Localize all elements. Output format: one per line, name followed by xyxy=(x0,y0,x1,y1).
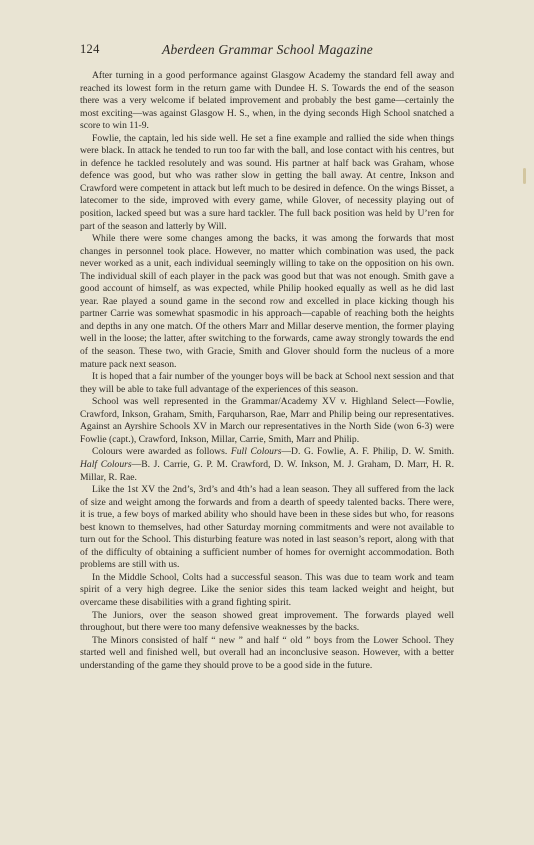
paragraph: The Minors consisted of half “ new ” and half “ old ” boys from the Lower School. They started well and finished well, but overall had an inconclusive season. However, with a better understanding of the game they should prove to be a good side in the future. xyxy=(80,634,454,671)
page-number: 124 xyxy=(80,42,100,56)
paragraph: Fowlie, the captain, led his side well. He set a fine example and rallied the side when things were black. In attack he tended to run too far with the ball, and lose contact with his centres, but in defence he tackled resolutely and was sound. His partner at half back was Graham, whose defence was good, but who was rather slow in getting the ball away. At centre, Inkson and Crawford were competent in attack but left much to be desired in defence. On the wings Bisset, a latecomer to the side, improved with every game, while Glover, of necessity playing out of position, lacked speed but was a sure hard tackler. The full back position was held by U’ren for part of the season and latterly by Will. xyxy=(80,132,454,232)
paragraph: The Juniors, over the season showed great improvement. The forwards played well throughout, but there were too many defensive weaknesses by the backs. xyxy=(80,609,454,634)
colours-paragraph xyxy=(80,446,454,484)
full-colours-names: —D. G. Fowlie, A. F. Philip, D. W. Smith. xyxy=(281,446,455,458)
article-body xyxy=(80,70,454,672)
paragraph: It is hoped that a fair number of the younger boys will be back at School next session and that they will be able to take full advantage of the experiences of this season. xyxy=(80,371,454,395)
paragraph: After turning in a good performance against Glasgow Academy the standard fell away and reached its lowest form in the return game with Dundee H. S. Towards the end of the season there was a very welcome if belated improvement and probably the best game—certainly the most exciting—was against Glasgow H. S., when, in the dying seconds High School snatched a score to win 11-9. xyxy=(80,70,454,132)
half-colours-label: Half Colours xyxy=(80,458,132,470)
paragraph: While there were some changes among the backs, it was among the forwards that most changes in personnel took place. However, no matter which combination was used, the pack never worked as a unit, each individual seemingly willing to take on the opposition on his own. The individual skill of each player in the pack was good but that was not enough. Smith gave a good account of himself, as was expected, while Philip hooked equally as well as he did last year. Rae played a sound game in the second row and excelled in place kicking though his partner Carrie was somewhat spasmodic in his approach—capable of reaching both the heights and depths in any one match. Of the others Marr and Millar deserve mention, the former playing well in the loose; the latter, after switching to the forwards, came away strongly towards the end of the season. These two, with Gracie, Smith and Glover should form the nucleus of a more mature pack next season. xyxy=(80,233,454,370)
running-title: Aberdeen Grammar School Magazine xyxy=(162,42,373,57)
paragraph: Like the 1st XV the 2nd’s, 3rd’s and 4th’s had a lean season. They all suffered from the lack of size and weight among the forwards and from a dearth of speedy talented backs. There were, it is true, a few boys of marked ability who should have been in these sides but who, for reasons best known to themselves, had other Saturday morning commitments and were not available to turn out for the School. This disturbing feature was noted in last season’s report, along with that of the difficulty of obtaining a sufficient number of homes for overnight accommodation. Both problems are still with us. xyxy=(80,484,454,571)
half-colours-names: —B. J. Carrie, G. P. M. Crawford, D. W. Inkson, M. J. Graham, D. Marr, H. R. Millar, R. Rae. xyxy=(80,458,454,483)
colours-intro: Colours were awarded as follows. xyxy=(92,446,228,458)
page-header xyxy=(80,42,455,60)
paragraph: In the Middle School, Colts had a successful season. This was due to team work and team spirit of a very high degree. Like the senior sides this team lacked weight and height, but overcame these disabilities with a grand fighting spirit. xyxy=(80,571,454,608)
paragraph: School was well represented in the Grammar/Academy XV v. Highland Select—Fowlie, Crawford, Inkson, Graham, Smith, Farquharson, Rae, Marr and Philip being our representatives. Against an Ayrshire Schools XV in March our representatives in the North Side (won 6-3) were Fowlie (capt.), Crawford, Inkson, Millar, Carrie, Smith, Marr and Philip. xyxy=(80,396,454,445)
paper-mark xyxy=(523,168,526,184)
full-colours-label: Full Colours xyxy=(230,446,282,458)
